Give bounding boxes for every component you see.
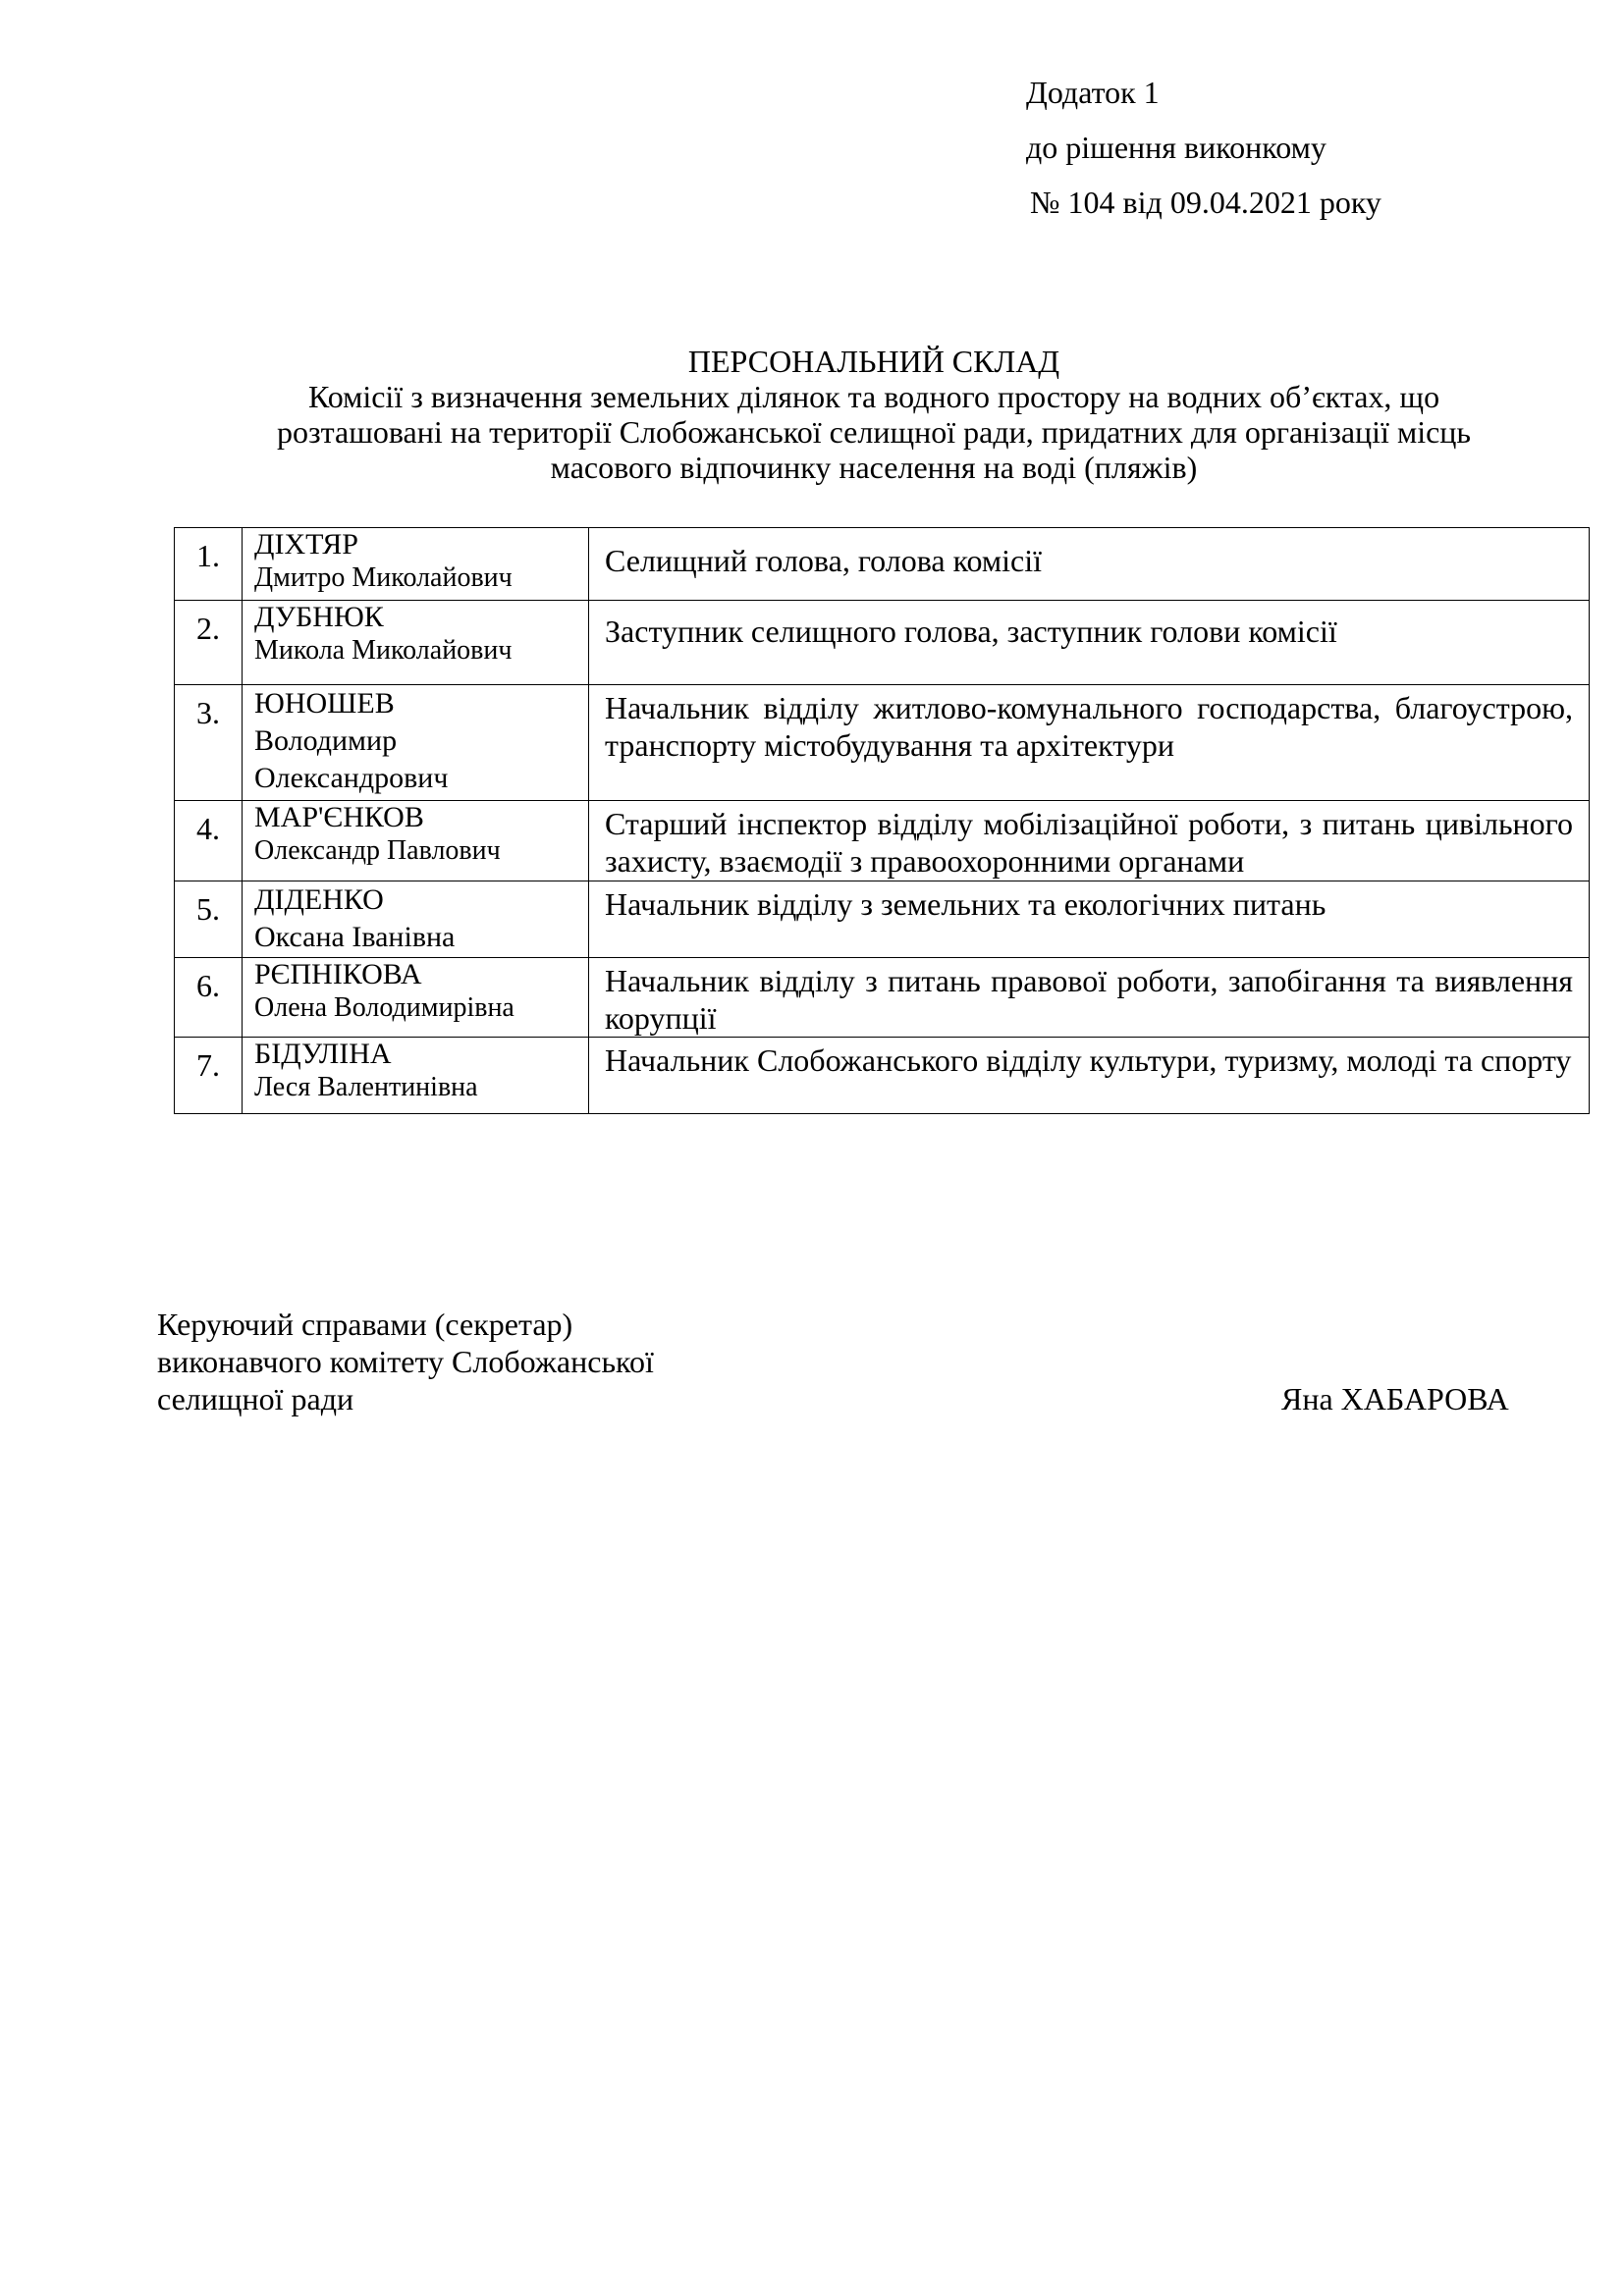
row-number: 3. bbox=[175, 685, 243, 801]
member-position: Начальник відділу житлово-комунального господарства, благоустрою, транспорту містобудування та архітектури bbox=[589, 685, 1590, 801]
member-surname: ДІДЕНКО bbox=[254, 883, 384, 916]
document-title bbox=[177, 344, 1571, 485]
member-surname: МАР'ЄНКОВ bbox=[254, 801, 424, 833]
member-surname: ДУБНЮК bbox=[254, 601, 384, 633]
signatory-title bbox=[157, 1306, 654, 1417]
member-given-name: Володимир Олександрович bbox=[254, 724, 449, 794]
member-surname: БІДУЛІНА bbox=[254, 1038, 392, 1070]
member-given-name: Микола Миколайович bbox=[254, 635, 513, 666]
title-line-3: масового відпочинку населення на воді (пляжів) bbox=[550, 450, 1198, 485]
appendix-number: Додаток 1 bbox=[1026, 75, 1160, 110]
member-given-name: Олександр Павлович bbox=[254, 835, 501, 866]
member-name-cell bbox=[243, 958, 589, 1038]
row-number: 2. bbox=[175, 601, 243, 685]
appendix-decision-number: № 104 від 09.04.2021 року bbox=[1030, 185, 1381, 220]
title-heading: ПЕРСОНАЛЬНИЙ СКЛАД bbox=[687, 344, 1060, 379]
table-row bbox=[175, 528, 1590, 601]
row-number: 1. bbox=[175, 528, 243, 601]
row-number: 4. bbox=[175, 801, 243, 881]
member-surname: РЄПНІКОВА bbox=[254, 958, 422, 990]
member-position: Начальник відділу з питань правової роботи, запобігання та виявлення корупції bbox=[589, 958, 1590, 1038]
title-line-2: розташовані на території Слобожанської селищної ради, придатних для організації місць bbox=[276, 414, 1471, 450]
member-position: Начальник Слобожанського відділу культури, туризму, молоді та спорту bbox=[589, 1038, 1590, 1114]
member-position: Начальник відділу з земельних та екологічних питань bbox=[589, 881, 1590, 958]
member-given-name: Оксана Іванівна bbox=[254, 921, 456, 953]
row-number: 6. bbox=[175, 958, 243, 1038]
member-position: Селищний голова, голова комісії bbox=[589, 528, 1590, 601]
member-name-cell bbox=[243, 1038, 589, 1114]
member-position: Заступник селищного голова, заступник голови комісії bbox=[589, 601, 1590, 685]
row-number: 7. bbox=[175, 1038, 243, 1114]
member-surname: ЮНОШЕВ bbox=[254, 687, 395, 720]
title-line-1: Комісії з визначення земельних ділянок та водного простору на водних об’єктах, що bbox=[307, 379, 1440, 414]
signatory-title-line-3: селищної ради bbox=[157, 1381, 354, 1416]
member-name-cell bbox=[243, 601, 589, 685]
signatory-title-line-1: Керуючий справами (секретар) bbox=[157, 1307, 573, 1342]
table-row bbox=[175, 601, 1590, 685]
appendix-header bbox=[1026, 74, 1381, 221]
member-name-cell bbox=[243, 528, 589, 601]
signatory-title-line-2: виконавчого комітету Слобожанської bbox=[157, 1344, 654, 1379]
signatory-name: Яна ХАБАРОВА bbox=[1281, 1381, 1509, 1416]
table-row bbox=[175, 685, 1590, 801]
table-row bbox=[175, 801, 1590, 881]
table-row bbox=[175, 958, 1590, 1038]
members-table bbox=[174, 527, 1590, 1114]
member-position: Старший інспектор відділу мобілізаційної роботи, з питань цивільного захисту, взаємодії з правоохоронними органами bbox=[589, 801, 1590, 881]
table-row bbox=[175, 1038, 1590, 1114]
row-number: 5. bbox=[175, 881, 243, 958]
member-name-cell bbox=[243, 685, 589, 801]
member-given-name: Леся Валентинівна bbox=[254, 1072, 478, 1102]
member-name-cell bbox=[243, 881, 589, 958]
table-row bbox=[175, 881, 1590, 958]
member-surname: ДІХТЯР bbox=[254, 528, 358, 561]
member-given-name: Олена Володимирівна bbox=[254, 992, 514, 1023]
appendix-decision: до рішення виконкому bbox=[1026, 130, 1326, 165]
member-given-name: Дмитро Миколайович bbox=[254, 562, 513, 593]
member-name-cell bbox=[243, 801, 589, 881]
